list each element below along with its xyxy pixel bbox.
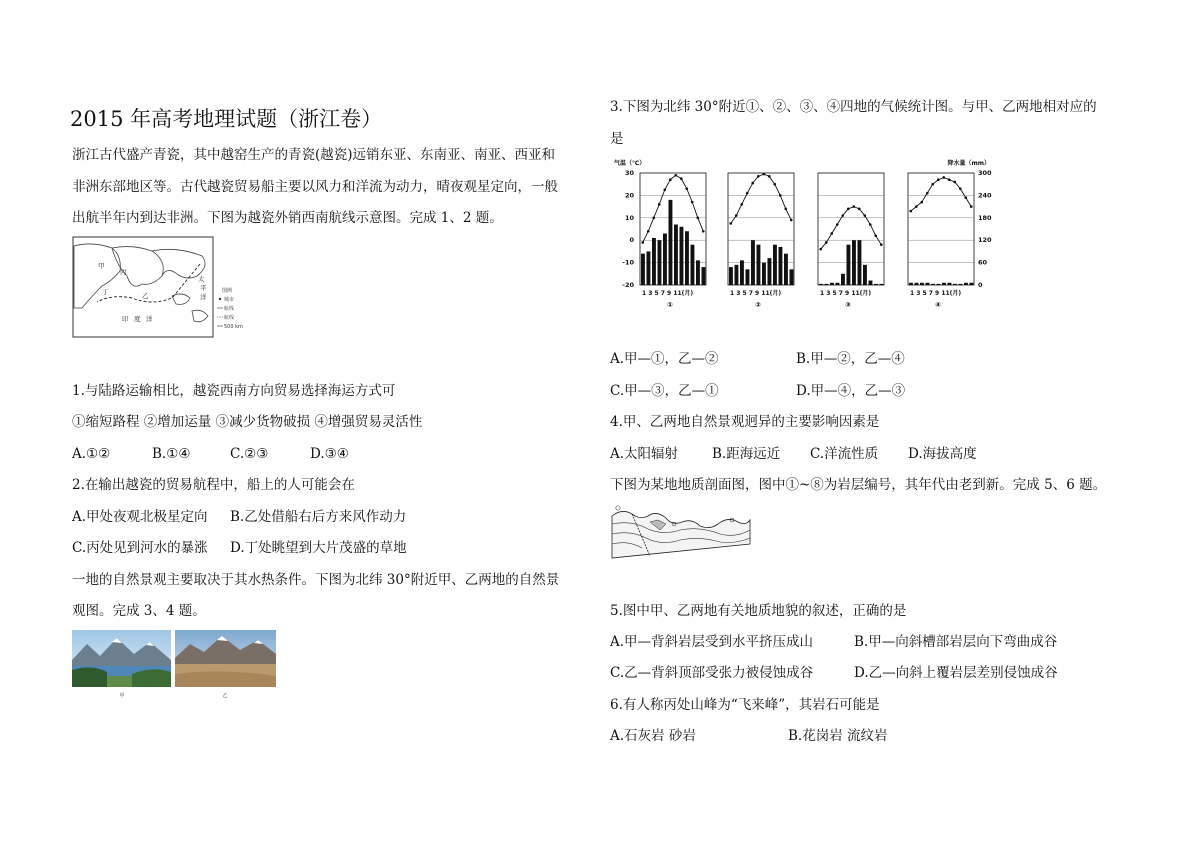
- right-axis-title: 降水量（mm）: [947, 160, 990, 167]
- precip-bar: [751, 240, 755, 285]
- q5-option-c: C.乙—背斜顶部受张力被侵蚀成谷: [610, 665, 814, 681]
- temp-point: [852, 205, 855, 208]
- precip-bar: [937, 284, 941, 285]
- temp-point: [920, 201, 923, 204]
- q1-option-d: D.③④: [310, 446, 349, 462]
- precip-bar: [841, 274, 845, 285]
- x-tick-labels: 1 3 5 7 9 11(月): [642, 290, 694, 297]
- q4-option-b: B.距海远近: [712, 446, 781, 462]
- q2-option-b: B.乙处借船右后方来风作动力: [230, 509, 407, 525]
- precip-bar: [729, 267, 733, 285]
- precip-bar: [779, 247, 783, 285]
- right-tick-label: 180: [978, 213, 992, 222]
- temp-point: [691, 201, 694, 204]
- q1-items: ①缩短路程 ②增加运量 ③减少货物破损 ④增强贸易灵活性: [72, 414, 423, 430]
- precip-bar: [669, 200, 673, 285]
- precip-bar: [909, 283, 913, 285]
- geologic-section-figure: [610, 500, 752, 560]
- intro-line-3: 出航半年内到达非洲。下图为越瓷外销西南航线示意图。完成 1、2 题。: [72, 210, 503, 226]
- climate-panel: [908, 173, 974, 309]
- precip-bar: [691, 245, 695, 285]
- svg-text:500 km: 500 km: [224, 324, 243, 330]
- precip-bar: [953, 284, 957, 285]
- svg-text:度: 度: [134, 315, 141, 323]
- temp-point: [909, 210, 912, 213]
- precip-bar: [773, 245, 777, 285]
- precip-bar: [915, 283, 919, 285]
- precip-bar: [959, 284, 963, 285]
- q2-stem: 2.在输出越瓷的贸易航程中，船上的人可能会在: [72, 477, 355, 493]
- precip-bar: [819, 284, 823, 285]
- temp-point: [819, 248, 822, 251]
- intro-line-2: 非洲东部地区等。古代越瓷贸易船主要以风力和洋流为动力，晴夜观星定向，一般: [72, 179, 558, 195]
- page-title: 2015 年高考地理试题（浙江卷）: [70, 107, 383, 131]
- temp-point: [773, 183, 776, 186]
- svg-text:太: 太: [198, 275, 205, 283]
- q3-stem-line-1: 3.下图为北纬 30°附近①、②、③、④四地的气候统计图。与甲、乙两地相对应的: [610, 99, 1097, 115]
- temp-point: [740, 203, 743, 206]
- q3-option-b: B.甲—②，乙—④: [796, 351, 905, 367]
- svg-text:洋: 洋: [200, 293, 207, 301]
- map-label-jia: 甲: [98, 262, 105, 270]
- x-tick-labels: 1 3 5 7 9 11(月): [910, 290, 962, 297]
- temp-point: [942, 176, 945, 179]
- intro-line-1: 浙江古代盛产青瓷，其中越窑生产的青瓷(越瓷)远销东亚、东南亚、南亚、西亚和: [72, 147, 556, 163]
- temp-point: [915, 205, 918, 208]
- map-label-bing: 丙: [120, 268, 127, 276]
- precip-bar: [970, 283, 974, 285]
- right-tick-label: 300: [978, 169, 992, 177]
- precip-bar: [768, 258, 772, 285]
- svg-text:城市: 城市: [224, 297, 235, 303]
- temp-point: [762, 173, 765, 176]
- precip-bar: [746, 269, 750, 285]
- q1-option-a: A.①②: [72, 446, 111, 462]
- precip-bar: [825, 284, 829, 285]
- temp-point: [751, 182, 754, 185]
- x-tick-labels: 1 3 5 7 9 11(月): [820, 290, 872, 297]
- temp-point: [685, 187, 688, 190]
- q1-option-b: B.①④: [152, 446, 191, 462]
- q4-option-a: A.太阳辐射: [610, 446, 679, 462]
- photo-yi: [175, 630, 276, 687]
- left-axis-title: 气温（℃）: [614, 160, 646, 167]
- svg-text:航线: 航线: [224, 306, 235, 312]
- q2-option-d: D.丁处眺望到大片茂盛的草地: [230, 540, 407, 556]
- q3-option-d: D.甲—④，乙—③: [796, 383, 906, 399]
- precip-bar: [735, 265, 739, 285]
- precip-bar: [641, 254, 645, 285]
- q4-option-d: D.海拔高度: [908, 446, 977, 462]
- left-tick-label: 0: [629, 236, 634, 245]
- precip-bar: [942, 283, 946, 285]
- temp-point: [970, 205, 973, 208]
- temp-point: [757, 175, 760, 178]
- precip-bar: [863, 265, 867, 285]
- landscape-photos: [72, 630, 276, 700]
- left-tick-label: -20: [622, 281, 634, 289]
- temp-point: [669, 178, 672, 181]
- x-tick-labels: 1 3 5 7 9 11(月): [730, 290, 782, 297]
- q3-option-c: C.甲—③，乙—①: [610, 383, 719, 399]
- precip-bar: [685, 231, 689, 285]
- q1-stem: 1.与陆路运输相比，越瓷西南方向贸易选择海运方式可: [72, 383, 396, 399]
- q4-option-c: C.洋流性质: [810, 446, 879, 462]
- map-label-yi: 乙: [142, 292, 149, 300]
- temp-point: [847, 208, 850, 211]
- precip-bar: [852, 240, 856, 285]
- precip-bar: [702, 267, 706, 285]
- temp-point: [926, 192, 929, 195]
- q5-stem: 5.图中甲、乙两地有关地质地貌的叙述，正确的是: [610, 603, 907, 619]
- temp-point: [830, 232, 833, 235]
- temp-point: [735, 214, 738, 217]
- precip-bar: [757, 245, 761, 285]
- precip-bar: [926, 283, 930, 285]
- temp-point: [696, 217, 699, 220]
- panel-label: ①: [667, 301, 673, 309]
- precip-bar: [931, 284, 935, 285]
- q4-stem: 4.甲、乙两地自然景观迥异的主要影响因素是: [610, 414, 880, 430]
- left-tick-label: 20: [624, 191, 634, 200]
- q5-option-a: A.甲—背斜岩层受到水平挤压成山: [610, 634, 814, 650]
- precip-bar: [680, 227, 684, 285]
- temp-point: [964, 196, 967, 199]
- q2-option-a: A.甲处夜观北极星定向: [72, 509, 208, 525]
- temp-point: [702, 230, 705, 233]
- temp-point: [663, 189, 666, 192]
- precip-bar: [836, 283, 840, 285]
- route-map-figure: [72, 236, 247, 340]
- q6-option-b: B.花岗岩 流纹岩: [788, 728, 888, 744]
- temp-point: [937, 178, 940, 181]
- precip-bar: [830, 283, 834, 285]
- q5-option-d: D.乙—向斜上覆岩层差别侵蚀成谷: [854, 665, 1058, 681]
- panel-label: ②: [755, 301, 761, 309]
- right-tick-label: 120: [978, 236, 992, 245]
- precip-bar: [858, 240, 862, 285]
- q6-option-a: A.石灰岩 砂岩: [610, 728, 696, 744]
- precip-bar: [740, 260, 744, 285]
- climate-panel: [728, 173, 794, 309]
- photo-label-yi: 乙: [222, 693, 228, 699]
- svg-text:印: 印: [122, 315, 129, 323]
- climate-panel: [818, 173, 884, 309]
- svg-text:航线: 航线: [224, 315, 235, 321]
- intro34-line-2: 观图。完成 3、4 题。: [72, 603, 206, 619]
- temp-point: [880, 243, 883, 246]
- left-tick-label: 30: [624, 169, 634, 177]
- precip-bar: [880, 284, 884, 285]
- panel-label: ④: [935, 301, 941, 309]
- photo-jia: [72, 630, 171, 687]
- temp-point: [841, 214, 844, 217]
- temp-point: [647, 230, 650, 233]
- precip-bar: [658, 240, 662, 285]
- temp-point: [959, 187, 962, 190]
- temp-point: [680, 177, 683, 180]
- precip-bar: [647, 251, 651, 285]
- temp-point: [931, 183, 934, 186]
- temp-point: [836, 223, 839, 226]
- temp-point: [779, 194, 782, 197]
- temp-point: [790, 219, 793, 222]
- temp-point: [953, 181, 956, 184]
- temp-point: [874, 234, 877, 237]
- temp-point: [658, 203, 661, 206]
- precip-bar: [790, 269, 794, 285]
- precip-bar: [663, 233, 667, 285]
- precip-bar: [948, 283, 952, 285]
- map-legend-title: 图例: [222, 288, 233, 294]
- q1-option-c: C.②③: [230, 446, 269, 462]
- temp-point: [641, 241, 644, 244]
- precip-bar: [784, 254, 788, 285]
- climate-charts: [612, 155, 992, 315]
- temp-point: [825, 241, 828, 244]
- temp-point: [674, 174, 677, 177]
- intro34-line-1: 一地的自然景观主要取决于其水热条件。下图为北纬 30°附近甲、乙两地的自然景: [72, 572, 560, 588]
- precip-bar: [652, 238, 656, 285]
- panel-label: ③: [845, 301, 851, 309]
- temp-point: [869, 223, 872, 226]
- temp-point: [948, 178, 951, 181]
- map-label-ding: 丁: [102, 288, 109, 296]
- right-tick-label: 60: [978, 258, 988, 267]
- right-tick-label: 240: [978, 191, 992, 200]
- precip-bar: [674, 225, 678, 285]
- precip-bar: [762, 263, 766, 285]
- photo-label-jia: 甲: [119, 693, 125, 699]
- temp-point: [729, 222, 732, 225]
- right-tick-label: 0: [978, 281, 983, 289]
- q3-stem-line-2: 是: [610, 131, 624, 147]
- precip-bar: [920, 283, 924, 285]
- climate-panel: [640, 173, 706, 309]
- temp-point: [746, 192, 749, 195]
- temp-point: [784, 208, 787, 211]
- precip-bar: [696, 260, 700, 285]
- svg-text:洋: 洋: [146, 315, 153, 323]
- precip-bar: [869, 281, 873, 285]
- q5-option-b: B.甲—向斜槽部岩层向下弯曲成谷: [854, 634, 1058, 650]
- left-tick-label: -10: [622, 258, 634, 267]
- intro56: 下图为某地地质剖面图，图中①~⑧为岩层编号，其年代由老到新。完成 5、6 题。: [610, 477, 1107, 493]
- q3-option-a: A.甲—①，乙—②: [610, 351, 719, 367]
- precip-bar: [964, 283, 968, 285]
- svg-text:平: 平: [200, 284, 207, 292]
- temp-point: [863, 214, 866, 217]
- q6-stem: 6.有人称丙处山峰为“飞来峰”，其岩石可能是: [610, 697, 880, 713]
- temp-point: [652, 217, 655, 220]
- temp-point: [858, 208, 861, 211]
- temp-point: [768, 175, 771, 178]
- precip-bar: [874, 284, 878, 285]
- q2-option-c: C.丙处见到河水的暴涨: [72, 540, 208, 556]
- precip-bar: [847, 245, 851, 285]
- left-tick-label: 10: [624, 213, 634, 222]
